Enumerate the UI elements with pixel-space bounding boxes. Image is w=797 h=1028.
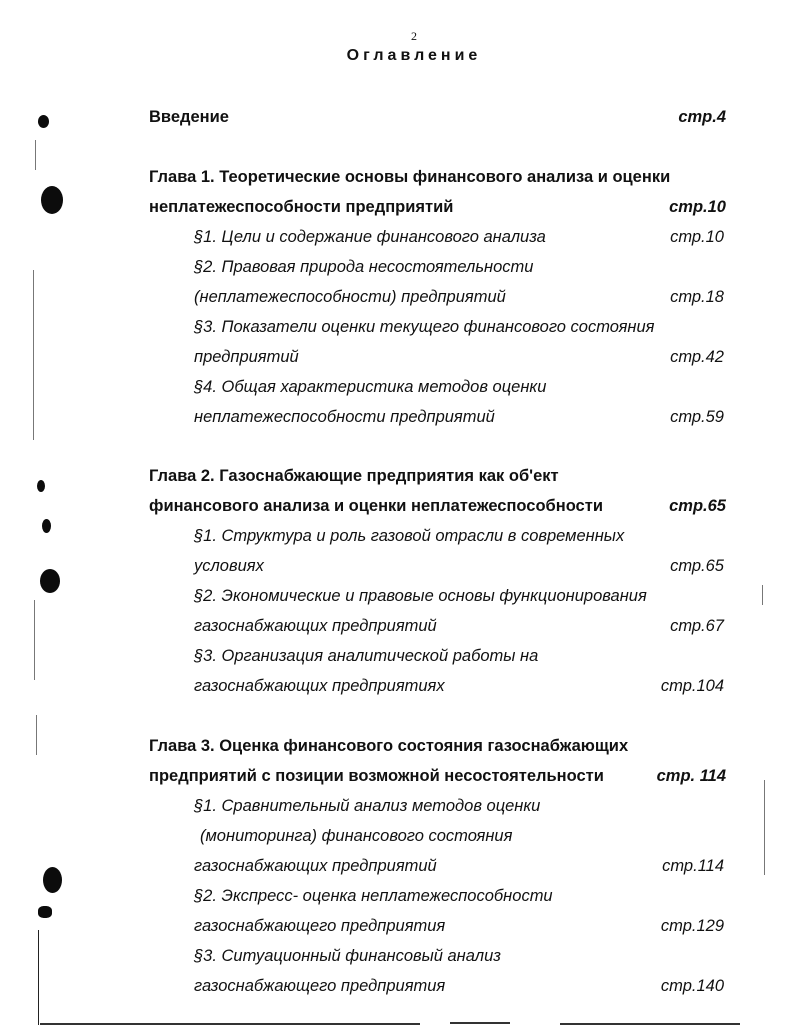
toc-entry-text: §1. Структура и роль газовой отрасли в современных [194, 527, 625, 545]
toc-entry-text: предприятий [194, 348, 299, 366]
toc-entry-text: газоснабжающих предприятий [194, 857, 437, 875]
binding-hole-mark [42, 519, 51, 533]
toc-section-2-2 [0, 584, 797, 608]
toc-entry-text: §2. Экспресс- оценка неплатежеспособности [194, 887, 553, 905]
toc-section-3-2-cont [0, 914, 797, 938]
toc-entry-text: Глава 3. Оценка финансового состояния газоснабжающих [149, 737, 629, 755]
toc-entry-text: газоснабжающего предприятия [194, 917, 446, 935]
toc-section-3-1 [0, 794, 797, 818]
scan-edge-line [36, 715, 37, 755]
toc-entry-introduction [0, 105, 797, 129]
binding-hole-mark [41, 186, 63, 214]
toc-section-3-1-cont [0, 824, 797, 848]
binding-hole-mark [37, 480, 45, 492]
toc-entry-text: газоснабжающего предприятия [194, 977, 446, 995]
binding-hole-mark [43, 867, 62, 893]
toc-entry-text: предприятий с позиции возможной несостоятельности [149, 767, 604, 785]
toc-entry-page: стр.114 [662, 857, 724, 875]
toc-entry-text: Глава 2. Газоснабжающие предприятия как об'ект [149, 467, 559, 485]
toc-entry-text: газоснабжающих предприятий [194, 617, 437, 635]
toc-section-2-3-cont [0, 674, 797, 698]
toc-chapter-3-heading [0, 734, 797, 758]
toc-section-1-4 [0, 375, 797, 399]
toc-section-1-4-cont [0, 405, 797, 429]
toc-entry-text: §1. Сравнительный анализ методов оценки [194, 797, 541, 815]
binding-hole-mark [38, 906, 52, 918]
scan-edge-line [35, 140, 36, 170]
toc-chapter-1-heading [0, 165, 797, 189]
page-title: Оглавление [346, 47, 482, 64]
toc-entry-text: §3. Ситуационный финансовый анализ [194, 947, 501, 965]
scan-edge-line [40, 1023, 420, 1025]
toc-entry-page: стр.18 [670, 288, 724, 306]
scan-edge-line [762, 585, 763, 605]
scan-edge-line [38, 930, 39, 1025]
toc-section-2-3 [0, 644, 797, 668]
toc-section-1-1 [0, 225, 797, 249]
toc-entry-page: стр.4 [678, 108, 726, 126]
toc-entry-text: §2. Экономические и правовые основы функционирования [194, 587, 647, 605]
toc-entry-page: стр.140 [660, 977, 724, 995]
toc-entry-page: стр.129 [660, 917, 724, 935]
toc-entry-page: стр.10 [669, 198, 726, 216]
toc-section-3-3-cont [0, 974, 797, 998]
toc-section-3-3 [0, 944, 797, 968]
binding-hole-mark [38, 115, 49, 128]
toc-section-1-2 [0, 255, 797, 279]
toc-entry-page: стр.42 [670, 348, 724, 366]
scan-edge-line [764, 780, 765, 875]
toc-entry-page: стр.67 [670, 617, 724, 635]
toc-entry-text: (мониторинга) финансового состояния [200, 827, 513, 845]
toc-entry-text: §3. Показатели оценки текущего финансового состояния [194, 318, 655, 336]
toc-entry-text: газоснабжающих предприятиях [194, 677, 445, 695]
toc-section-2-1-cont [0, 554, 797, 578]
toc-entry-text: §4. Общая характеристика методов оценки [194, 378, 547, 396]
toc-entry-page: стр. 114 [656, 767, 726, 785]
toc-entry-text: (неплатежеспособности) предприятий [194, 288, 506, 306]
toc-entry-text: §2. Правовая природа несостоятельности [194, 258, 534, 276]
scan-edge-line [560, 1023, 740, 1025]
toc-entry-text: Введение [149, 108, 229, 126]
toc-entry-page: стр.10 [670, 228, 724, 246]
toc-entry-text: неплатежеспособности предприятий [149, 198, 454, 216]
scan-edge-line [450, 1022, 510, 1024]
scan-edge-line [33, 270, 34, 440]
toc-entry-text: Глава 1. Теоретические основы финансового анализа и оценки [149, 168, 671, 186]
toc-entry-page: стр.65 [669, 497, 726, 515]
toc-entry-page: стр.104 [660, 677, 724, 695]
toc-section-3-2 [0, 884, 797, 908]
toc-entry-page: стр.65 [670, 557, 724, 575]
toc-chapter-2-heading-cont [0, 494, 797, 518]
toc-chapter-2-heading [0, 464, 797, 488]
toc-entry-text: условиях [194, 557, 264, 575]
toc-entry-text: §1. Цели и содержание финансового анализа [194, 228, 546, 246]
toc-entry-page: стр.59 [670, 408, 724, 426]
toc-entry-text: неплатежеспособности предприятий [194, 408, 495, 426]
toc-section-1-3-cont [0, 345, 797, 369]
toc-section-1-2-cont [0, 285, 797, 309]
toc-entry-text: финансового анализа и оценки неплатежеспособности [149, 497, 603, 515]
toc-section-1-3 [0, 315, 797, 339]
toc-section-3-1-cont-2 [0, 854, 797, 878]
binding-hole-mark [40, 569, 60, 593]
page-number: 2 [411, 29, 417, 43]
scan-edge-line [34, 600, 35, 680]
toc-chapter-1-heading-cont [0, 195, 797, 219]
toc-chapter-3-heading-cont [0, 764, 797, 788]
toc-section-2-2-cont [0, 614, 797, 638]
toc-entry-text: §3. Организация аналитической работы на [194, 647, 539, 665]
toc-section-2-1 [0, 524, 797, 548]
